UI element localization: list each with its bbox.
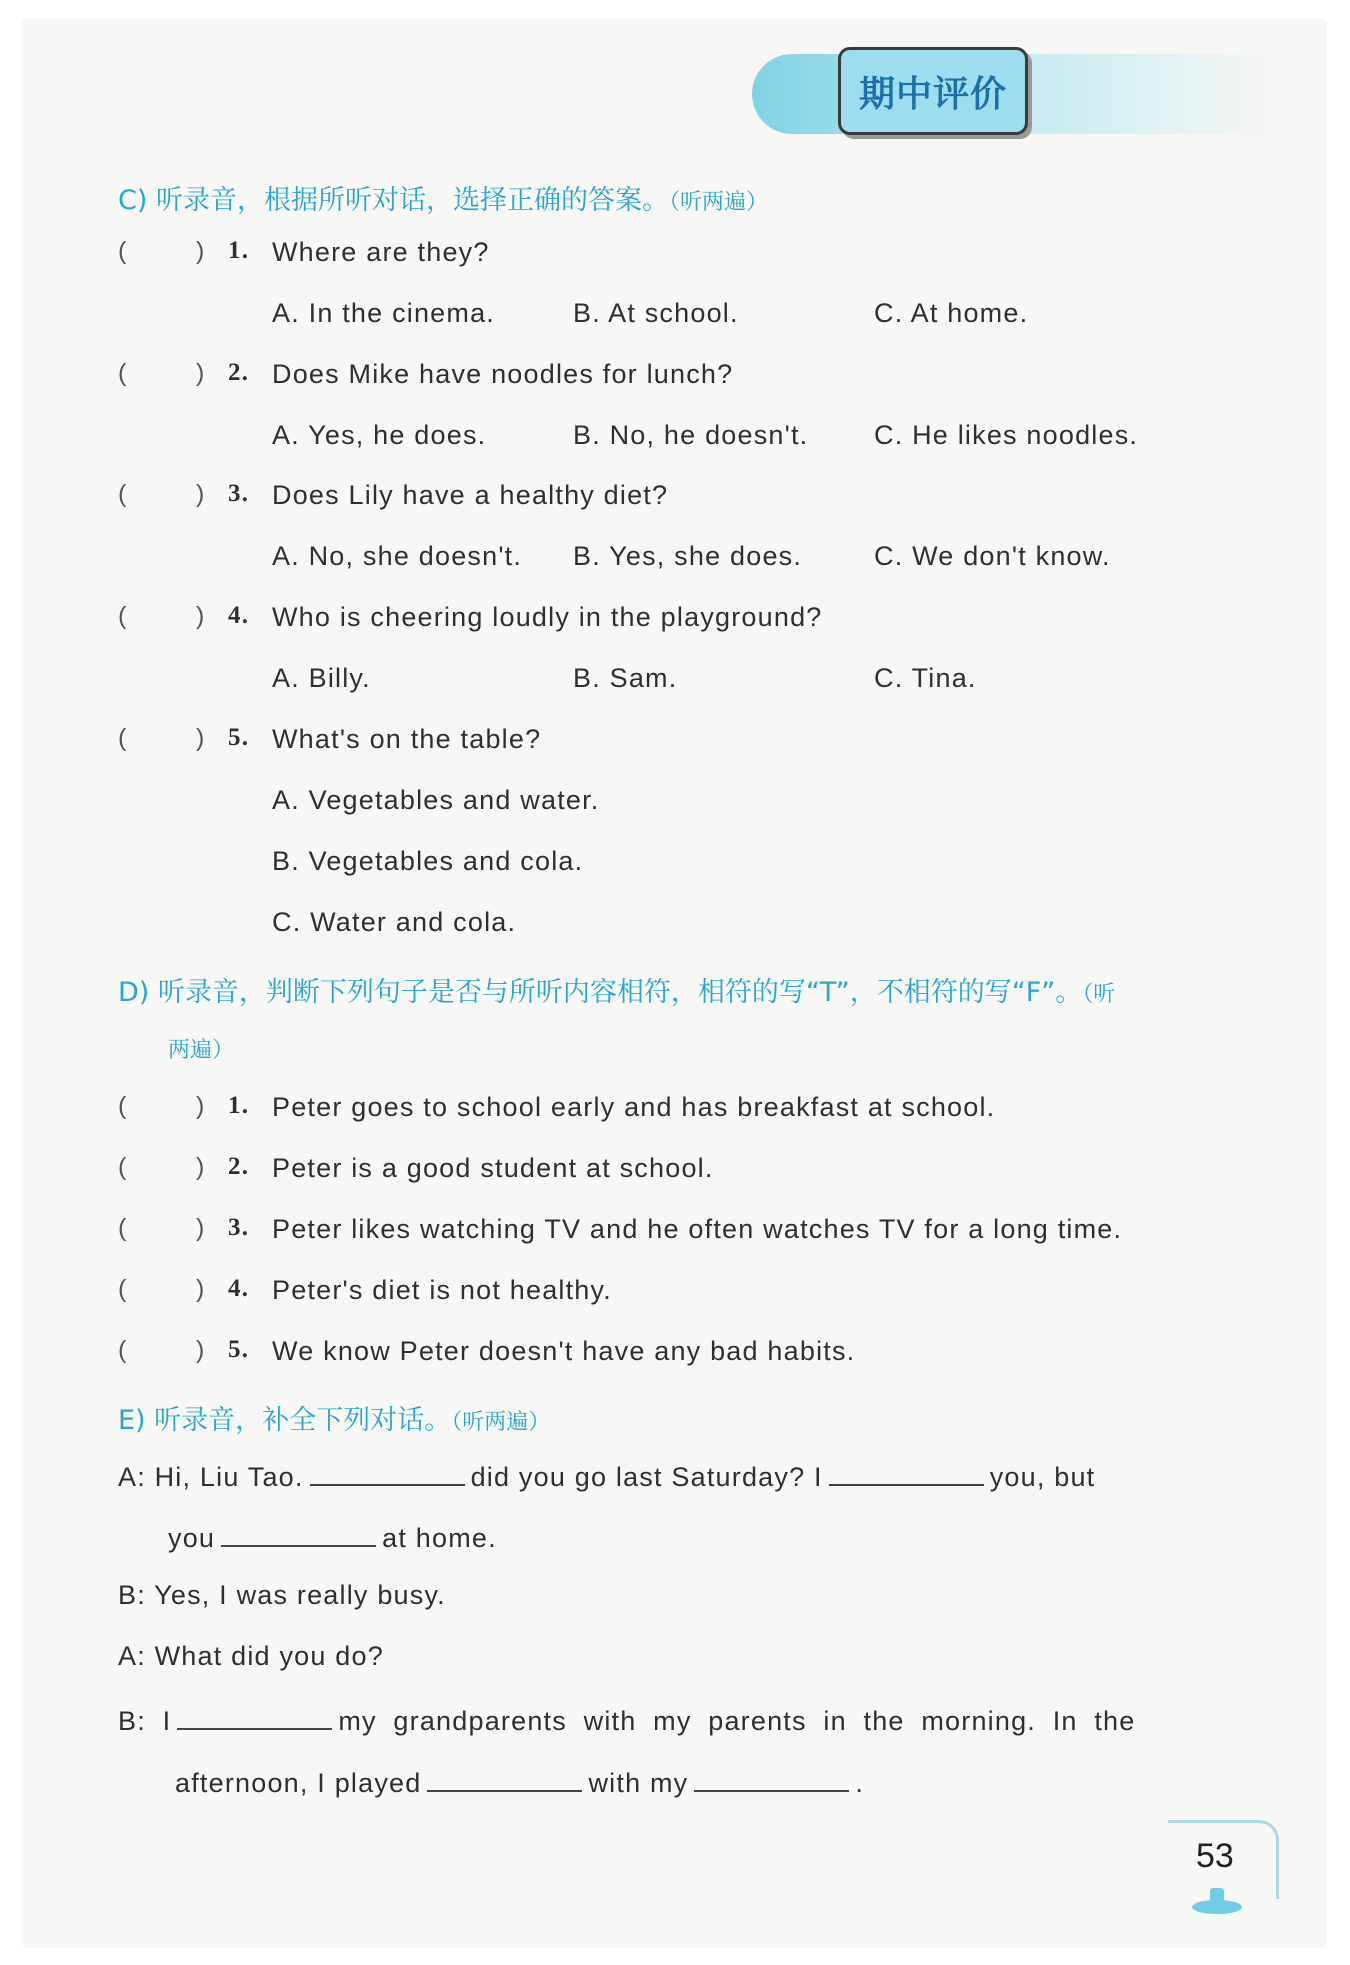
statement-text: Peter goes to school early and has breakfast at school. (272, 1092, 996, 1122)
answer-bracket[interactable]: ( ) (118, 237, 206, 265)
section-e-title (118, 1398, 550, 1437)
question-text: Does Mike have noodles for lunch? (272, 359, 734, 389)
question-text: Who is cheering loudly in the playground? (272, 602, 823, 632)
question-number: 3. (228, 1214, 250, 1241)
section-c-instruction: C) 听录音，根据所听对话，选择正确的答案。 (118, 185, 669, 216)
option-b: B. Vegetables and cola. (272, 846, 584, 876)
section-e-note: （听两遍） (451, 1410, 551, 1435)
dialogue-line-6: afternoon, I played with my . (175, 1764, 864, 1799)
answer-bracket[interactable]: ( ) (118, 1275, 206, 1303)
section-d-title (118, 970, 1115, 1009)
fill-blank[interactable] (427, 1764, 582, 1792)
question-number: 1. (228, 1092, 250, 1119)
question-number: 3. (228, 480, 250, 507)
option-b: B. Yes, she does. (573, 541, 803, 571)
option-c: C. We don't know. (874, 541, 1111, 571)
answer-bracket[interactable]: ( ) (118, 724, 206, 752)
answer-bracket[interactable]: ( ) (118, 1153, 206, 1181)
question-number: 2. (228, 359, 250, 386)
section-d-note-cont: 两遍） (168, 1038, 235, 1063)
section-d-instruction: D) 听录音，判断下列句子是否与所听内容相符，相符的写“T”，不相符的写“F”。 (118, 977, 1083, 1008)
answer-bracket[interactable]: ( ) (118, 1336, 206, 1364)
fill-blank[interactable] (694, 1764, 849, 1792)
option-a: A. Yes, he does. (272, 420, 487, 450)
section-c-note: （听两遍） (668, 190, 768, 215)
option-b: B. No, he doesn't. (573, 420, 809, 450)
page-title: 期中评价 (838, 47, 1028, 135)
question-number: 4. (228, 602, 250, 629)
question-text: What's on the table? (272, 724, 542, 754)
statement-text: Peter's diet is not healthy. (272, 1275, 612, 1305)
page-number-base (1192, 1900, 1242, 1914)
option-c: C. At home. (874, 298, 1029, 328)
section-c-title (118, 178, 768, 217)
answer-bracket[interactable]: ( ) (118, 1092, 206, 1120)
option-a: A. Billy. (272, 663, 371, 693)
question-number: 5. (228, 1336, 250, 1363)
answer-bracket[interactable]: ( ) (118, 480, 206, 508)
question-number: 5. (228, 724, 250, 751)
dialogue-line-2: you at home. (168, 1519, 497, 1554)
question-text: Where are they? (272, 237, 490, 267)
option-c: C. He likes noodles. (874, 420, 1139, 450)
dialogue-line-3: B: Yes, I was really busy. (118, 1580, 446, 1610)
section-e-instruction: E) 听录音，补全下列对话。 (118, 1405, 452, 1436)
section-d-note: （听 (1082, 982, 1116, 1007)
dialogue-line-4: A: What did you do? (118, 1641, 384, 1671)
statement-text: Peter likes watching TV and he often watches TV for a long time. (272, 1214, 1123, 1244)
option-b: B. At school. (573, 298, 739, 328)
fill-blank[interactable] (177, 1702, 332, 1730)
answer-bracket[interactable]: ( ) (118, 1214, 206, 1242)
dialogue-line-1: A: Hi, Liu Tao. did you go last Saturday? I you, but (118, 1458, 1095, 1493)
statement-text: We know Peter doesn't have any bad habits. (272, 1336, 856, 1366)
question-number: 4. (228, 1275, 250, 1302)
option-b: B. Sam. (573, 663, 678, 693)
fill-blank[interactable] (221, 1519, 376, 1547)
dialogue-line-5: B: I my grandparents with my parents in the morning. In the (118, 1702, 1135, 1737)
option-a: A. In the cinema. (272, 298, 496, 328)
option-c: C. Water and cola. (272, 907, 517, 937)
option-a: A. No, she doesn't. (272, 541, 523, 571)
statement-text: Peter is a good student at school. (272, 1153, 714, 1183)
page-number: 53 (1196, 1837, 1234, 1875)
question-text: Does Lily have a healthy diet? (272, 480, 669, 510)
answer-bracket[interactable]: ( ) (118, 602, 206, 630)
fill-blank[interactable] (310, 1458, 465, 1486)
answer-bracket[interactable]: ( ) (118, 359, 206, 387)
fill-blank[interactable] (829, 1458, 984, 1486)
option-c: C. Tina. (874, 663, 977, 693)
question-number: 2. (228, 1153, 250, 1180)
option-a: A. Vegetables and water. (272, 785, 600, 815)
question-number: 1. (228, 237, 250, 264)
